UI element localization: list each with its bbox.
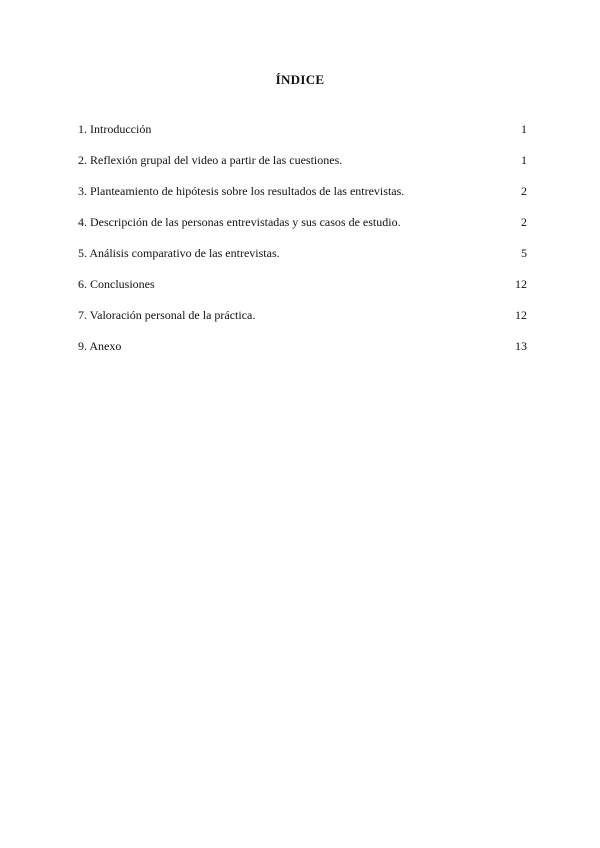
toc-entry-label: 9. Anexo (78, 339, 122, 353)
toc-entry (78, 121, 527, 152)
toc-entry (78, 338, 527, 369)
toc-entry-label: 6. Conclusiones (78, 277, 155, 291)
toc-entry-page: 12 (515, 277, 527, 291)
page-title: ÍNDICE (275, 72, 325, 87)
toc-entry (78, 183, 527, 214)
toc-entry-page: 5 (521, 246, 527, 260)
toc-entry-label: 3. Planteamiento de hipótesis sobre los resultados de las entrevistas. (78, 184, 405, 198)
toc-entry-page: 1 (521, 153, 527, 167)
toc-entry-page: 12 (515, 308, 527, 322)
toc-entry (78, 307, 527, 338)
toc-entry (78, 245, 527, 276)
toc-entry-page: 2 (521, 184, 527, 198)
toc-entry (78, 276, 527, 307)
table-of-contents (78, 121, 527, 369)
toc-entry (78, 152, 527, 183)
toc-entry-label: 7. Valoración personal de la práctica. (78, 308, 256, 322)
toc-entry-label: 4. Descripción de las personas entrevistadas y sus casos de estudio. (78, 215, 401, 229)
toc-entry-label: 2. Reflexión grupal del video a partir de las cuestiones. (78, 153, 343, 167)
toc-entry-label: 5. Análisis comparativo de las entrevistas. (78, 246, 280, 260)
toc-entry-page: 2 (521, 215, 527, 229)
toc-entry-label: 1. Introducción (78, 122, 152, 136)
toc-entry-page: 13 (515, 339, 527, 353)
toc-entry-page: 1 (521, 122, 527, 136)
toc-entry (78, 214, 527, 245)
